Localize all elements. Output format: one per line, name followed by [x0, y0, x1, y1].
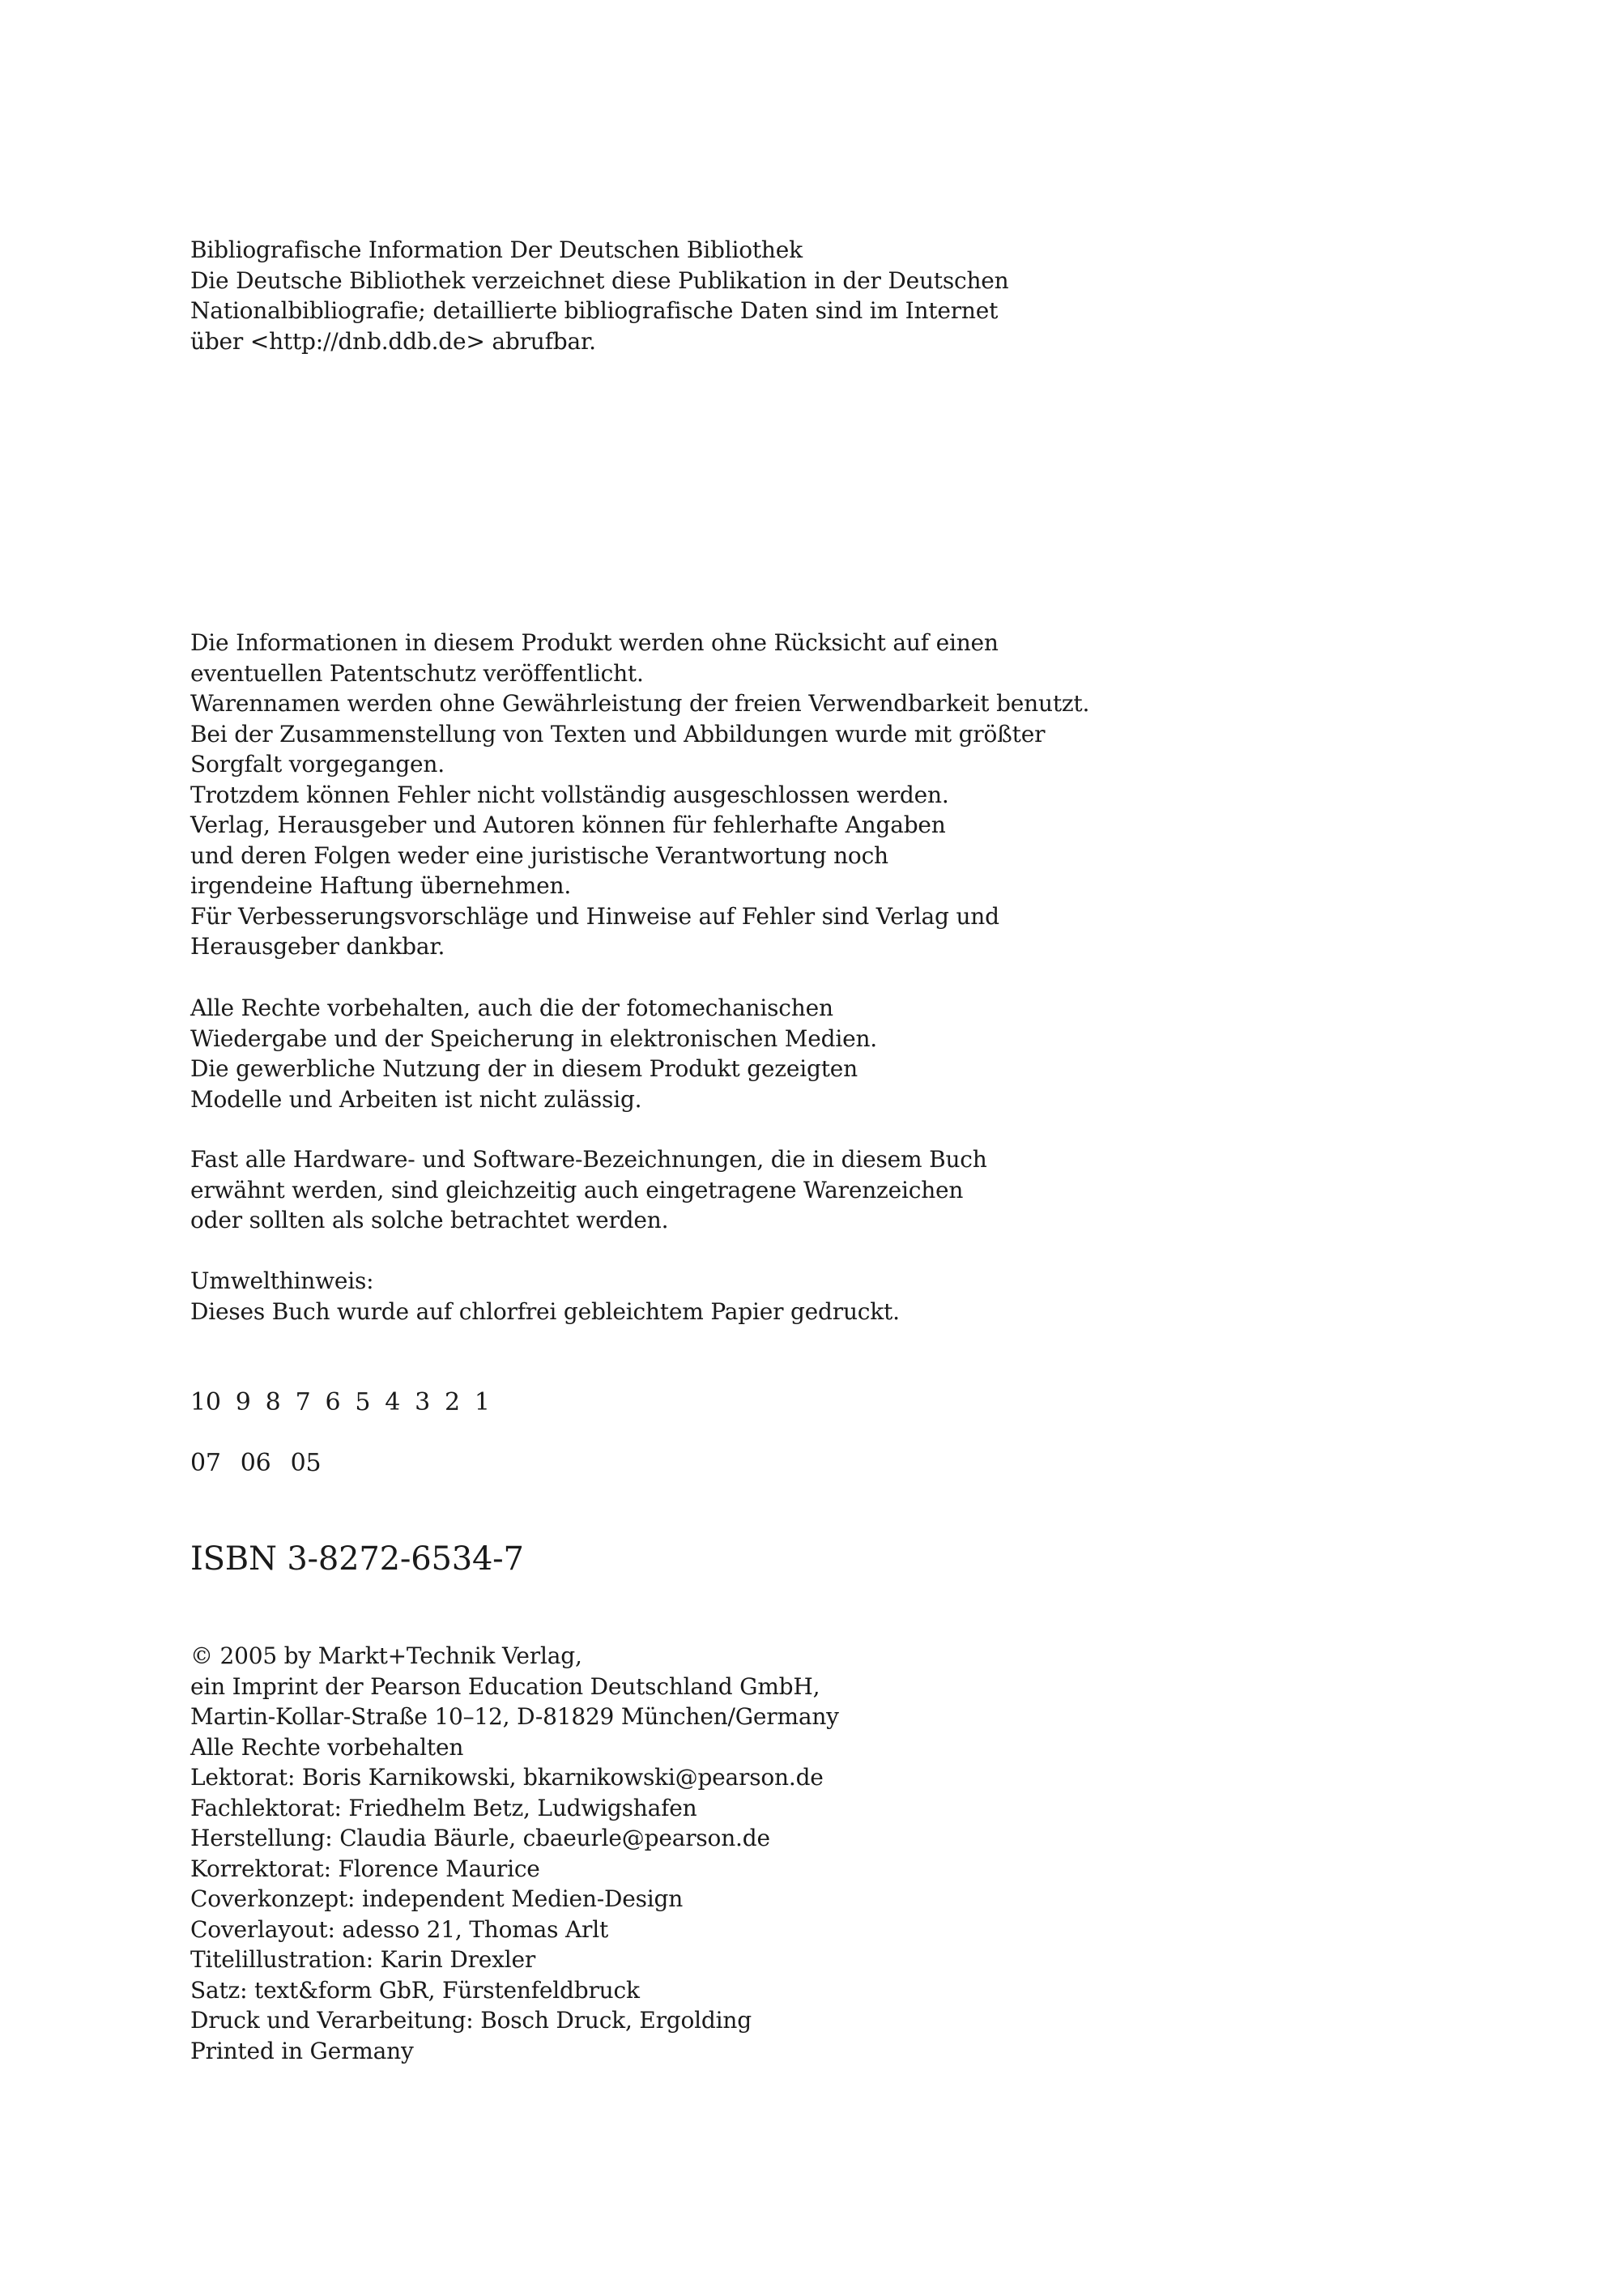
print-run-number: 6 [325, 1388, 341, 1416]
trademark-notice-line: Fast alle Hardware- und Software-Bezeichnungen, die in diesem Buch [190, 1146, 987, 1173]
credits-line: Korrektorat: Florence Maurice [190, 1855, 540, 1882]
environment-notice-line: Dieses Buch wurde auf chlorfrei gebleichtem Papier gedruckt. [190, 1297, 900, 1325]
disclaimer-line: Trotzdem können Fehler nicht vollständig ausgeschlossen werden. [190, 781, 949, 808]
print-run-number: 7 [295, 1388, 311, 1416]
environment-notice-heading: Umwelthinweis: [190, 1267, 374, 1294]
disclaimer-line: Warennamen werden ohne Gewährleistung der freien Verwendbarkeit benutzt. [190, 690, 1090, 717]
trademark-notice-line: oder sollten als solche betrachtet werden. [190, 1207, 669, 1233]
publisher-credits [190, 1641, 1486, 2066]
disclaimer-line: Die Informationen in diesem Produkt werden ohne Rücksicht auf einen [190, 629, 999, 656]
credits-line: Titelillustration: Karin Drexler [190, 1946, 536, 1973]
bibliographic-info-line: Bibliografische Information Der Deutschen Bibliothek [190, 236, 803, 263]
credits-line: Coverlayout: adesso 21, Thomas Arlt [190, 1915, 609, 1943]
credits-line: Alle Rechte vorbehalten [190, 1733, 464, 1761]
print-run-numbers [190, 1387, 1486, 1418]
print-year: 07 [190, 1449, 221, 1477]
print-year: 06 [240, 1449, 271, 1477]
rights-notice-line: Wiedergabe und der Speicherung in elektronischen Medien. [190, 1024, 878, 1052]
rights-notice-line: Alle Rechte vorbehalten, auch die der fotomechanischen [190, 995, 833, 1021]
print-year: 05 [290, 1449, 322, 1477]
print-run-number: 5 [355, 1388, 371, 1416]
print-run-number: 9 [235, 1388, 251, 1416]
rights-notice-line: Modelle und Arbeiten ist nicht zulässig. [190, 1085, 642, 1113]
print-run-number: 8 [265, 1388, 281, 1416]
print-run-number: 3 [415, 1388, 431, 1416]
rights-notice-line: Die gewerbliche Nutzung der in diesem Produkt gezeigten [190, 1055, 858, 1082]
isbn: ISBN 3-8272-6534-7 [190, 1540, 524, 1578]
print-run-number: 4 [385, 1388, 401, 1416]
credits-line: Druck und Verarbeitung: Bosch Druck, Ergolding [190, 2007, 752, 2034]
disclaimer-line: Sorgfalt vorgegangen. [190, 751, 445, 777]
bibliographic-info-line: Die Deutsche Bibliothek verzeichnet diese Publikation in der Deutschen [190, 266, 1009, 294]
trademark-notice [190, 1144, 1486, 1236]
credits-line: Lektorat: Boris Karnikowski, bkarnikowski@pearson.de [190, 1764, 824, 1791]
disclaimer-line: und deren Folgen weder eine juristische Verantwortung noch [190, 841, 888, 869]
bibliographic-info-line: Nationalbibliografie; detaillierte bibliografische Daten sind im Internet [190, 297, 999, 324]
disclaimer-line: Für Verbesserungsvorschläge und Hinweise auf Fehler sind Verlag und [190, 902, 999, 930]
print-run-number: 1 [474, 1388, 490, 1416]
print-run-number: 10 [190, 1388, 221, 1416]
credits-line: ein Imprint der Pearson Education Deutschland GmbH, [190, 1672, 820, 1700]
credits-line: Printed in Germany [190, 2037, 414, 2064]
bibliographic-info [190, 235, 1486, 356]
credits-line: Satz: text&form GbR, Fürstenfeldbruck [190, 1976, 640, 2004]
disclaimer-line: eventuellen Patentschutz veröffentlicht. [190, 659, 644, 687]
environment-notice [190, 1266, 1486, 1327]
credits-line: Coverkonzept: independent Medien-Design [190, 1885, 684, 1912]
disclaimer-line: Bei der Zusammenstellung von Texten und Abbildungen wurde mit größter [190, 720, 1046, 748]
credits-line: Fachlektorat: Friedhelm Betz, Ludwigshafen [190, 1794, 697, 1821]
disclaimer-line: Herausgeber dankbar. [190, 933, 445, 960]
disclaimer-line: Verlag, Herausgeber und Autoren können für fehlerhafte Angaben [190, 811, 946, 838]
rights-notice [190, 993, 1486, 1114]
disclaimer [190, 628, 1486, 962]
print-run-number: 2 [445, 1388, 460, 1416]
copyright-line: © 2005 by Markt+Technik Verlag, [190, 1642, 582, 1669]
credits-line: Herstellung: Claudia Bäurle, cbaeurle@pearson.de [190, 1825, 770, 1851]
print-years [190, 1448, 1486, 1479]
credits-line: Martin-Kollar-Straße 10–12, D-81829 München/Germany [190, 1703, 839, 1730]
bibliographic-info-line: über <http://dnb.ddb.de> abrufbar. [190, 327, 596, 355]
trademark-notice-line: erwähnt werden, sind gleichzeitig auch eingetragene Warenzeichen [190, 1176, 964, 1203]
disclaimer-line: irgendeine Haftung übernehmen. [190, 872, 572, 899]
